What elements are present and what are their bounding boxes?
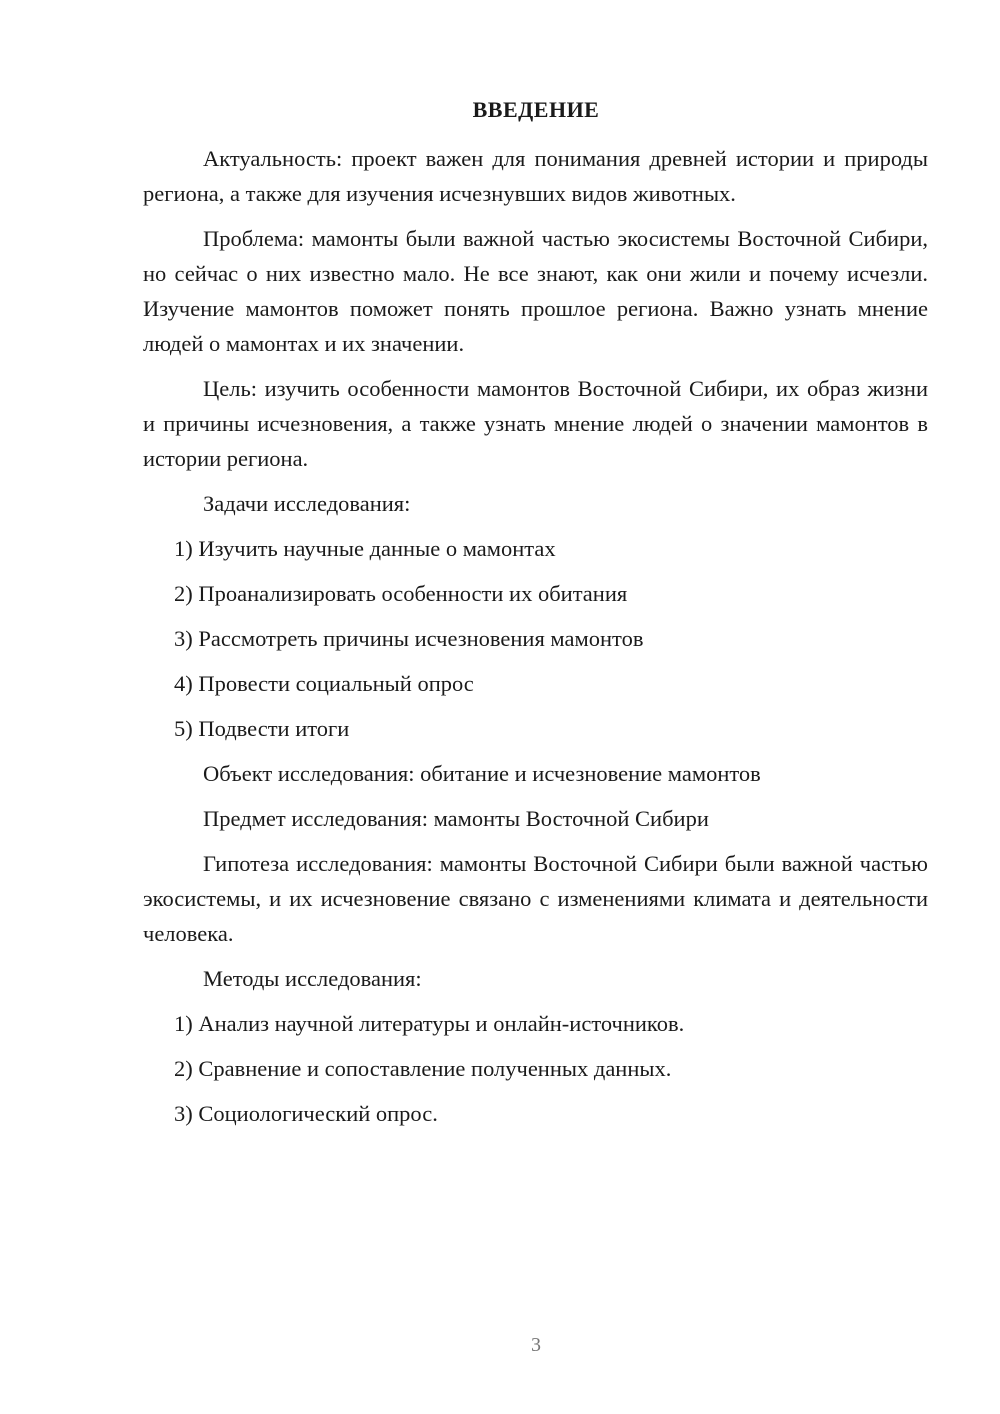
problem-paragraph: Проблема: мамонты были важной частью экосистемы Восточной Сибири, но сейчас о них известно мало. Не все знают, как они жили и почему исчезли. Изучение мамонтов поможет понять прошлое региона. Важно узнать мнение людей о мамонтах и их значении. <box>143 226 928 356</box>
section-title: ВВЕДЕНИЕ <box>472 97 600 122</box>
method-item: 3) Социологический опрос. <box>174 1101 438 1126</box>
hypothesis-paragraph: Гипотеза исследования: мамонты Восточной Сибири были важной частью экосистемы, и их исчезновение связано с изменениями климата и деятельности человека. <box>143 851 928 946</box>
goal-paragraph: Цель: изучить особенности мамонтов Восточной Сибири, их образ жизни и причины исчезновения, а также узнать мнение людей о значении мамонтов в истории региона. <box>143 376 928 471</box>
task-item: 3) Рассмотреть причины исчезновения мамонтов <box>174 626 644 651</box>
methods-heading: Методы исследования: <box>203 966 422 991</box>
section-body <box>143 141 928 1141</box>
method-item: 1) Анализ научной литературы и онлайн-источников. <box>174 1011 685 1036</box>
method-item: 2) Сравнение и сопоставление полученных данных. <box>174 1056 672 1081</box>
task-item: 5) Подвести итоги <box>174 716 350 741</box>
task-item: 1) Изучить научные данные о мамонтах <box>174 536 556 561</box>
relevance-paragraph: Актуальность: проект важен для понимания древней истории и природы региона, а также для изучения исчезнувших видов животных. <box>143 146 928 206</box>
research-subject: Предмет исследования: мамонты Восточной Сибири <box>203 806 709 831</box>
page-number: 3 <box>531 1334 541 1356</box>
task-item: 2) Проанализировать особенности их обитания <box>174 581 628 606</box>
research-object: Объект исследования: обитание и исчезновение мамонтов <box>203 761 761 786</box>
tasks-heading: Задачи исследования: <box>203 491 411 516</box>
task-item: 4) Провести социальный опрос <box>174 671 474 696</box>
